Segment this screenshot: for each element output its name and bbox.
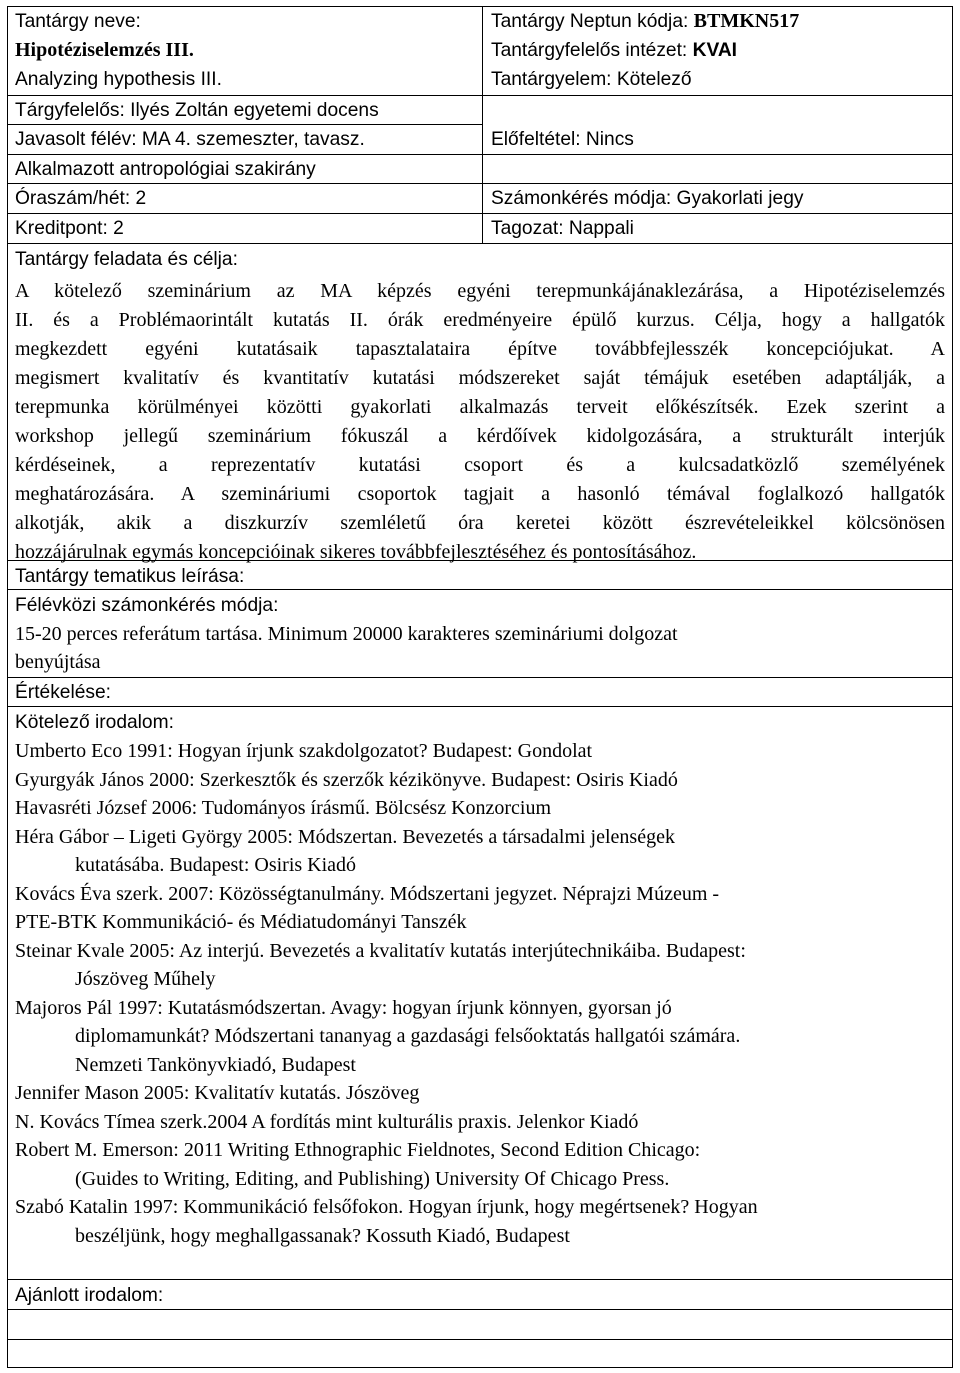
neptun-code <box>491 7 799 36</box>
rule-9 <box>7 677 953 678</box>
reference-item-continuation: beszéljünk, hogy meghallgassanak? Kossuth Kiadó, Budapest <box>75 1224 570 1247</box>
required-literature-label: Kötelező irodalom: <box>15 712 174 733</box>
reference-item-continuation: Jószöveg Műhely <box>75 968 216 990</box>
study-mode: Tagozat: Nappali <box>491 218 634 239</box>
course-responsible: Tárgyfelelős: Ilyés Zoltán egyetemi docens <box>15 100 379 121</box>
evaluation-label: Értékelése: <box>15 682 111 703</box>
course-task-paragraph <box>15 277 945 567</box>
rule-6 <box>7 243 953 244</box>
task-line: A kötelező szeminárium az MA képzés egyéni terepmunkájánaklezárása, a Hipotéziselemzés <box>15 280 945 302</box>
rule-13 <box>7 1339 953 1340</box>
prerequisite: Előfeltétel: Nincs <box>491 129 634 150</box>
midterm-assessment-line-1: 15-20 perces referátum tartása. Minimum 20000 karakteres szemináriumi dolgozat <box>15 623 678 645</box>
reference-item: Jennifer Mason 2005: Kvalitatív kutatás. Jószöveg <box>15 1082 420 1104</box>
rule-5 <box>7 213 953 214</box>
task-line: II. és a Problémaorintált kutatás II. órák eredményeire épülő kurzus. Célja, hogy a hallgatók <box>15 309 945 331</box>
course-name-en: Analyzing hypothesis III. <box>15 69 222 90</box>
midterm-assessment-label: Félévközi számonkérés módja: <box>15 595 279 616</box>
reference-item: Umberto Eco 1991: Hogyan írjunk szakdolgozatot? Budapest: Gondolat <box>15 740 593 762</box>
rule-10 <box>7 706 953 707</box>
reference-item: Héra Gábor – Ligeti György 2005: Módszertan. Bevezetés a társadalmi jelenségek <box>15 825 675 848</box>
course-name-hu: Hipotéziselemzés III. <box>15 39 194 61</box>
specialization: Alkalmazott antropológiai szakirány <box>15 159 316 180</box>
task-line: terepmunka körülményei közötti gyakorlati alkalmazás terveit előkészítsék. Ezek szerint a <box>15 396 945 418</box>
reference-item: Robert M. Emerson: 2011 Writing Ethnographic Fieldnotes, Second Edition Chicago: <box>15 1139 701 1161</box>
task-line: workshop jellegű szeminárium fókuszál a kérdőívek kidolgozására, a strukturált interjúk <box>15 425 945 447</box>
reference-item: Majoros Pál 1997: Kutatásmódszertan. Avagy: hogyan írjunk könnyen, gyorsan jó <box>15 996 672 1019</box>
course-task-label: Tantárgy feladata és célja: <box>15 249 238 270</box>
course-element: Tantárgyelem: Kötelező <box>491 69 692 90</box>
credit-points: Kreditpont: 2 <box>15 218 124 239</box>
reference-list <box>15 737 758 1250</box>
reference-item-continuation: Nemzeti Tankönyvkiadó, Budapest <box>75 1053 356 1076</box>
task-line: kérdéseinek, a reprezentatív kutatási csoport és a kulcsadatközlő személyének <box>15 454 945 476</box>
task-line: meghatározására. A szemináriumi csoportok tagjait a hasonló témával foglalkozó hallgatók <box>15 483 945 505</box>
reference-item-continuation: diplomamunkát? Módszertani tananyag a gazdasági felsőoktatás hallgatói számára. <box>75 1025 741 1047</box>
reference-item-continuation: (Guides to Writing, Editing, and Publishing) University Of Chicago Press. <box>75 1167 670 1190</box>
responsible-institute <box>491 36 737 65</box>
recommended-semester: Javasolt félév: MA 4. szemeszter, tavasz. <box>15 129 365 150</box>
reference-item: Szabó Katalin 1997: Kommunikáció felsőfokon. Hogyan írjunk, hogy megértsenek? Hogyan <box>15 1196 758 1218</box>
course-name-label: Tantárgy neve: <box>15 11 141 32</box>
hours-per-week: Óraszám/hét: 2 <box>15 188 147 209</box>
task-line: alkotják, akik a diszkurzív szemléletű óra keretei között észrevételeikkel kölcsönösen <box>15 512 945 534</box>
reference-item: Havasréti József 2006: Tudományos írásmű. Bölcsész Konzorcium <box>15 797 552 819</box>
reference-item-continuation: PTE-BTK Kommunikáció- és Médiatudományi Tanszék <box>15 911 467 933</box>
institute-label: Tantárgyfelelős intézet: <box>491 40 693 61</box>
institute-value: KVAI <box>692 40 738 61</box>
neptun-code-label: Tantárgy Neptun kódja: <box>491 11 694 32</box>
task-line: hozzájárulnak egymás koncepcióinak sikeres továbbfejlesztéséhez és pontosításához. <box>15 541 697 563</box>
task-line: megkezdett egyéni kutatásaik tapasztalataira építve továbbfejlesszék koncepciójukat. A <box>15 338 945 360</box>
task-line: megismert kvalitatív és kvantitatív kutatási módszereket saját témájuk esetében adaptálják, a <box>15 367 945 389</box>
rule-11 <box>7 1279 953 1280</box>
reference-item-continuation: kutatásába. Budapest: Osiris Kiadó <box>75 854 357 876</box>
reference-item: Steinar Kvale 2005: Az interjú. Bevezetés a kvalitatív kutatás interjútechnikáiba. Budapest: <box>15 939 746 962</box>
neptun-code-value: BTMKN517 <box>693 10 800 32</box>
midterm-assessment-line-2: benyújtása <box>15 651 101 673</box>
thematic-description-label: Tantárgy tematikus leírása: <box>15 566 245 587</box>
reference-item: Kovács Éva szerk. 2007: Közösségtanulmány. Módszertani jegyzet. Néprajzi Múzeum - <box>15 882 720 905</box>
reference-item: Gyurgyák János 2000: Szerkesztők és szerzők kézikönyve. Budapest: Osiris Kiadó <box>15 768 678 791</box>
recommended-literature-label: Ajánlott irodalom: <box>15 1285 164 1306</box>
assessment-type: Számonkérés módja: Gyakorlati jegy <box>491 188 804 209</box>
header-column-divider <box>482 6 483 243</box>
reference-item: N. Kovács Tímea szerk.2004 A fordítás mint kulturális praxis. Jelenkor Kiadó <box>15 1110 639 1133</box>
